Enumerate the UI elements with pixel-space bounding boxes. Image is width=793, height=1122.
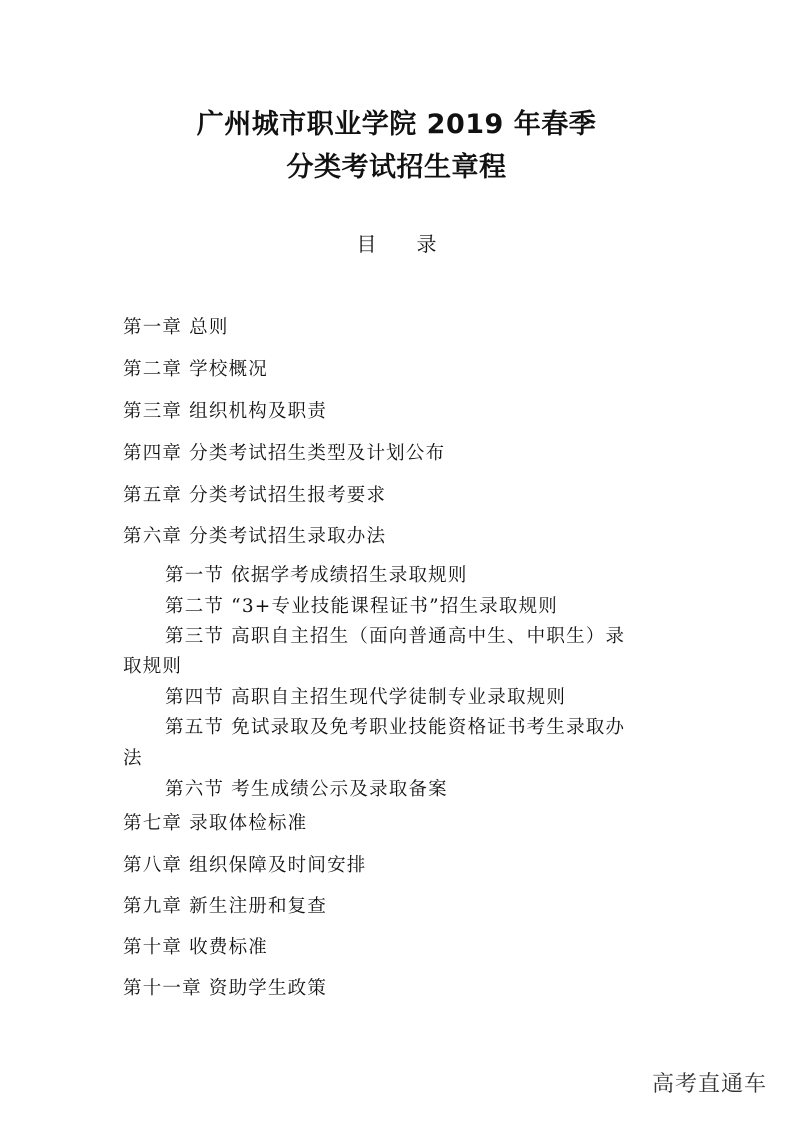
toc-chapter-11: 第十一章 资助学生政策 (123, 978, 328, 999)
toc-section-6: 第六节 考生成绩公示及录取备案 (165, 779, 448, 800)
toc-section-3-continued: 取规则 (123, 656, 183, 677)
toc-chapter-8: 第八章 组织保障及时间安排 (123, 855, 367, 876)
toc-section-3: 第三节 高职自主招生（面向普通高中生、中职生）录 (165, 626, 626, 647)
toc-chapter-1: 第一章 总则 (123, 317, 229, 338)
toc-chapter-3: 第三章 组织机构及职责 (123, 401, 328, 422)
toc-chapter-4: 第四章 分类考试招生类型及计划公布 (123, 443, 446, 464)
document-title-line1: 广州城市职业学院 2019 年春季 (196, 109, 597, 140)
toc-heading: 目录 (356, 232, 477, 256)
toc-section-4: 第四节 高职自主招生现代学徒制专业录取规则 (165, 687, 567, 708)
toc-section-2: 第二节 “3+专业技能课程证书”招生录取规则 (165, 596, 558, 617)
toc-section-5: 第五节 免试录取及免考职业技能资格证书考生录取办 (165, 717, 626, 738)
toc-chapter-5: 第五章 分类考试招生报考要求 (123, 485, 387, 506)
toc-chapter-6: 第六章 分类考试招生录取办法 (123, 526, 387, 547)
toc-chapter-9: 第九章 新生注册和复查 (123, 896, 328, 917)
document-title-line2: 分类考试招生章程 (286, 152, 507, 183)
watermark: 高考直通车 (651, 1072, 767, 1097)
toc-chapter-2: 第二章 学校概况 (123, 359, 268, 380)
toc-chapter-10: 第十章 收费标准 (123, 937, 268, 958)
toc-section-1: 第一节 依据学考成绩招生录取规则 (165, 565, 468, 586)
toc-chapter-7: 第七章 录取体检标准 (123, 813, 308, 834)
toc-section-5-continued: 法 (123, 748, 143, 769)
